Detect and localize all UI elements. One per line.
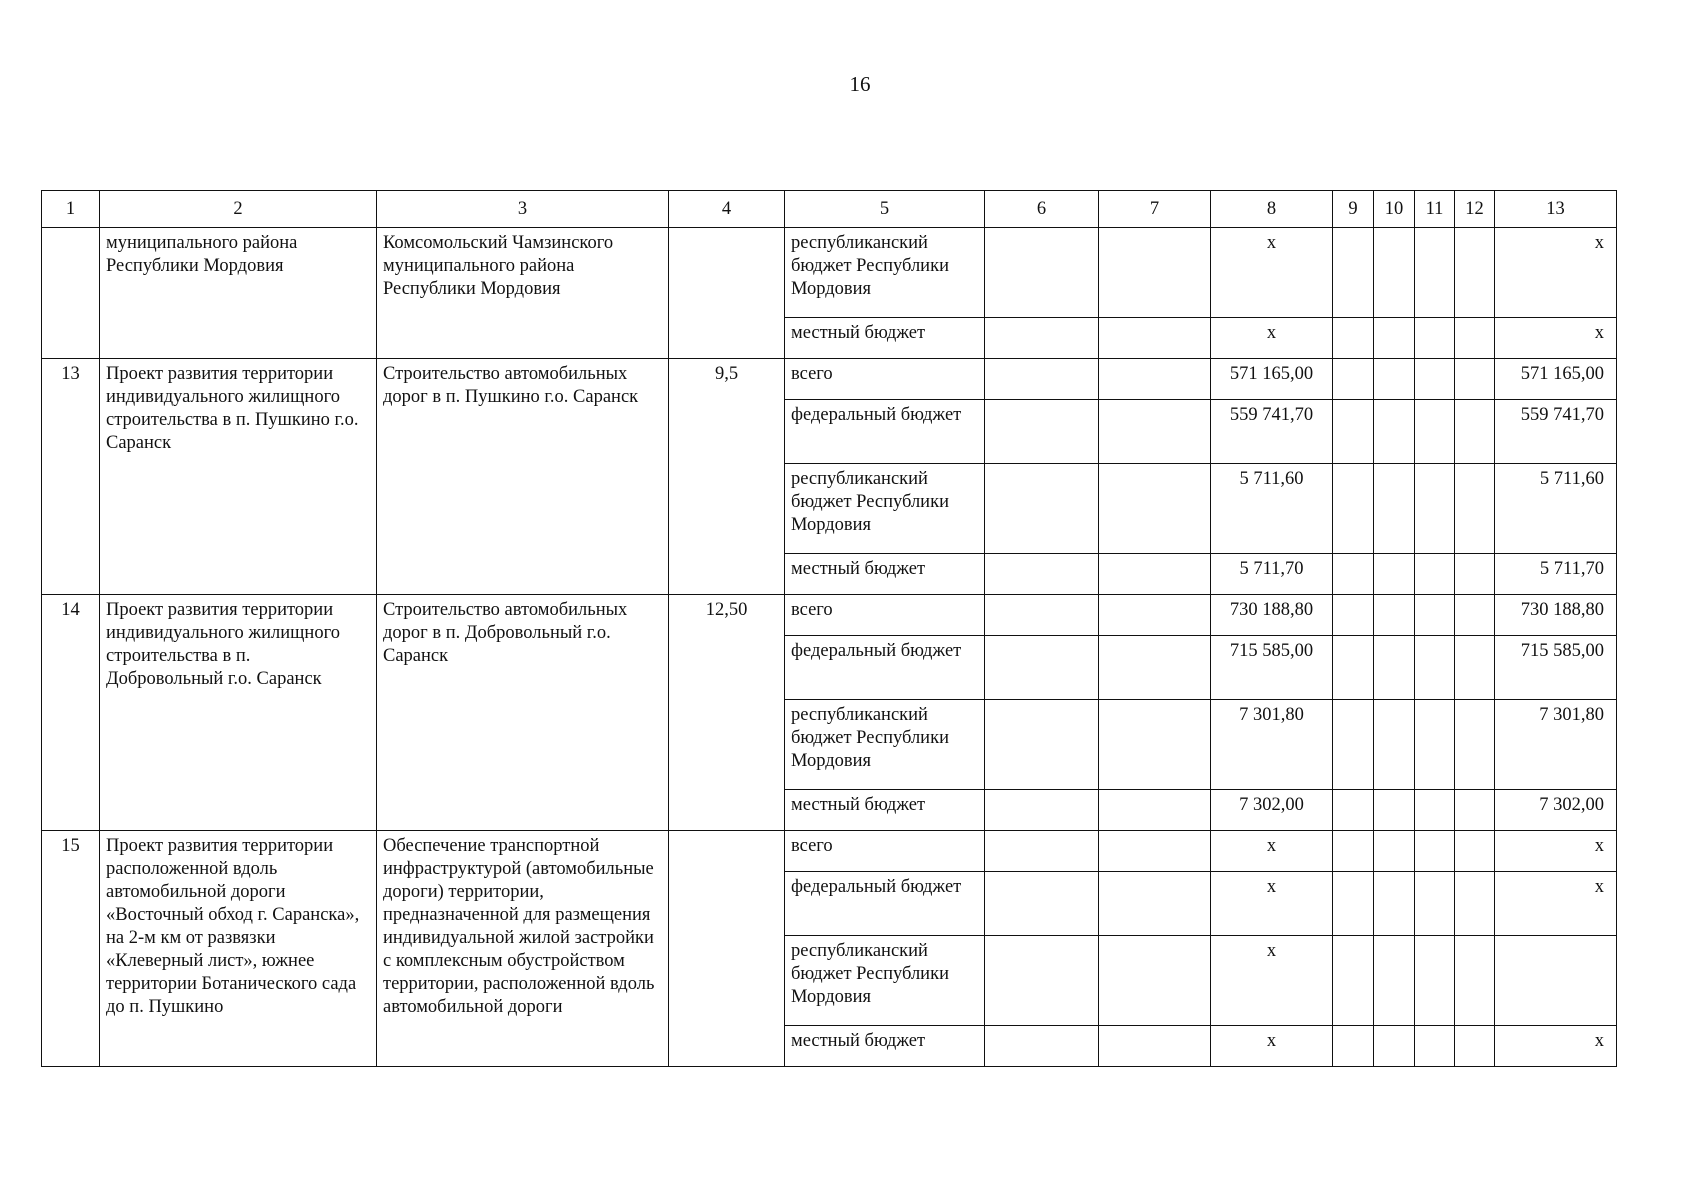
col13-amount-cell: x (1495, 831, 1617, 872)
col10-cell (1374, 700, 1415, 790)
col12-cell (1455, 595, 1495, 636)
col9-cell (1333, 318, 1374, 359)
length-cell (669, 228, 785, 359)
col7-cell (1099, 790, 1211, 831)
col6-cell (985, 400, 1099, 464)
col7-cell (1099, 359, 1211, 400)
col10-cell (1374, 359, 1415, 400)
project-name-cell: Проект развития территории расположенной вдоль автомобильной дороги «Восточный обход г. Саранска», на 2-м км от развязки «Клеверный лист», южнее территории Ботанического сада до п. Пушкино (100, 831, 377, 1067)
col6-cell (985, 228, 1099, 318)
header-row (42, 191, 1617, 228)
column-header: 12 (1455, 191, 1495, 228)
col13-amount-cell: 7 302,00 (1495, 790, 1617, 831)
col9-cell (1333, 700, 1374, 790)
funding-source-cell: всего (785, 595, 985, 636)
funding-source-cell: всего (785, 359, 985, 400)
col7-cell (1099, 936, 1211, 1026)
col6-cell (985, 359, 1099, 400)
col12-cell (1455, 872, 1495, 936)
col8-amount-cell: 571 165,00 (1211, 359, 1333, 400)
col11-cell (1415, 595, 1455, 636)
project-name-cell: Проект развития территории индивидуального жилищного строительства в п. Добровольный г.о. Саранск (100, 595, 377, 831)
col9-cell (1333, 228, 1374, 318)
col8-amount-cell: 5 711,70 (1211, 554, 1333, 595)
col7-cell (1099, 595, 1211, 636)
col13-amount-cell: x (1495, 228, 1617, 318)
col10-cell (1374, 400, 1415, 464)
measure-cell: Строительство автомобильных дорог в п. Добровольный г.о. Саранск (377, 595, 669, 831)
funding-source-cell: всего (785, 831, 985, 872)
col9-cell (1333, 872, 1374, 936)
col7-cell (1099, 831, 1211, 872)
col13-amount-cell: 730 188,80 (1495, 595, 1617, 636)
col13-amount-cell: x (1495, 318, 1617, 359)
col12-cell (1455, 936, 1495, 1026)
page-number: 16 (849, 72, 871, 96)
col6-cell (985, 318, 1099, 359)
length-cell: 9,5 (669, 359, 785, 595)
col10-cell (1374, 554, 1415, 595)
col12-cell (1455, 636, 1495, 700)
col13-amount-cell: 7 301,80 (1495, 700, 1617, 790)
funding-source-cell: федеральный бюджет (785, 872, 985, 936)
col10-cell (1374, 595, 1415, 636)
col7-cell (1099, 400, 1211, 464)
project-name-cell: муниципального района Республики Мордовия (100, 228, 377, 359)
col8-amount-cell: x (1211, 1026, 1333, 1067)
measure-cell: Строительство автомобильных дорог в п. Пушкино г.о. Саранск (377, 359, 669, 595)
col13-amount-cell: 715 585,00 (1495, 636, 1617, 700)
table-row (42, 831, 1617, 872)
col12-cell (1455, 790, 1495, 831)
col12-cell (1455, 700, 1495, 790)
col13-amount-cell: 559 741,70 (1495, 400, 1617, 464)
col9-cell (1333, 464, 1374, 554)
col11-cell (1415, 700, 1455, 790)
col10-cell (1374, 1026, 1415, 1067)
col6-cell (985, 1026, 1099, 1067)
col7-cell (1099, 872, 1211, 936)
col8-amount-cell: x (1211, 872, 1333, 936)
col10-cell (1374, 318, 1415, 359)
row-number-cell: 14 (42, 595, 100, 831)
col8-amount-cell: 559 741,70 (1211, 400, 1333, 464)
column-header: 6 (985, 191, 1099, 228)
col12-cell (1455, 464, 1495, 554)
col11-cell (1415, 636, 1455, 700)
funding-source-cell: местный бюджет (785, 554, 985, 595)
col10-cell (1374, 831, 1415, 872)
col7-cell (1099, 700, 1211, 790)
col8-amount-cell: x (1211, 228, 1333, 318)
funding-source-cell: федеральный бюджет (785, 400, 985, 464)
col13-amount-cell (1495, 936, 1617, 1026)
col10-cell (1374, 872, 1415, 936)
column-header: 13 (1495, 191, 1617, 228)
column-header: 1 (42, 191, 100, 228)
column-header: 2 (100, 191, 377, 228)
col8-amount-cell: 715 585,00 (1211, 636, 1333, 700)
col8-amount-cell: 7 302,00 (1211, 790, 1333, 831)
col7-cell (1099, 464, 1211, 554)
col11-cell (1415, 790, 1455, 831)
col11-cell (1415, 936, 1455, 1026)
col11-cell (1415, 464, 1455, 554)
col11-cell (1415, 400, 1455, 464)
col10-cell (1374, 228, 1415, 318)
col12-cell (1455, 1026, 1495, 1067)
col11-cell (1415, 359, 1455, 400)
column-header: 9 (1333, 191, 1374, 228)
col8-amount-cell: x (1211, 831, 1333, 872)
col6-cell (985, 464, 1099, 554)
funding-source-cell: республиканский бюджет Республики Мордовия (785, 464, 985, 554)
col11-cell (1415, 872, 1455, 936)
col8-amount-cell: 730 188,80 (1211, 595, 1333, 636)
col7-cell (1099, 1026, 1211, 1067)
col10-cell (1374, 936, 1415, 1026)
col10-cell (1374, 790, 1415, 831)
col7-cell (1099, 318, 1211, 359)
col6-cell (985, 790, 1099, 831)
measure-cell: Комсомольский Чамзинского муниципального района Республики Мордовия (377, 228, 669, 359)
budget-table (41, 190, 1617, 1067)
col11-cell (1415, 1026, 1455, 1067)
row-number-cell: 15 (42, 831, 100, 1067)
funding-source-cell: федеральный бюджет (785, 636, 985, 700)
col6-cell (985, 554, 1099, 595)
col8-amount-cell: x (1211, 318, 1333, 359)
col13-amount-cell: x (1495, 872, 1617, 936)
length-cell: 12,50 (669, 595, 785, 831)
funding-source-cell: республиканский бюджет Республики Мордовия (785, 936, 985, 1026)
col9-cell (1333, 595, 1374, 636)
col13-amount-cell: 5 711,60 (1495, 464, 1617, 554)
col6-cell (985, 831, 1099, 872)
col11-cell (1415, 228, 1455, 318)
table-row (42, 228, 1617, 318)
col9-cell (1333, 1026, 1374, 1067)
col6-cell (985, 595, 1099, 636)
col13-amount-cell: 571 165,00 (1495, 359, 1617, 400)
col6-cell (985, 700, 1099, 790)
row-number-cell (42, 228, 100, 359)
column-header: 5 (785, 191, 985, 228)
col11-cell (1415, 318, 1455, 359)
col6-cell (985, 872, 1099, 936)
funding-source-cell: местный бюджет (785, 1026, 985, 1067)
col9-cell (1333, 831, 1374, 872)
project-name-cell: Проект развития территории индивидуального жилищного строительства в п. Пушкино г.о. Саранск (100, 359, 377, 595)
column-header: 3 (377, 191, 669, 228)
col12-cell (1455, 400, 1495, 464)
col9-cell (1333, 936, 1374, 1026)
col7-cell (1099, 554, 1211, 595)
col10-cell (1374, 636, 1415, 700)
funding-source-cell: республиканский бюджет Республики Мордовия (785, 700, 985, 790)
col11-cell (1415, 831, 1455, 872)
col9-cell (1333, 636, 1374, 700)
column-header: 4 (669, 191, 785, 228)
col11-cell (1415, 554, 1455, 595)
column-header: 11 (1415, 191, 1455, 228)
col6-cell (985, 636, 1099, 700)
col9-cell (1333, 359, 1374, 400)
table-row (42, 595, 1617, 636)
col8-amount-cell: 5 711,60 (1211, 464, 1333, 554)
col8-amount-cell: x (1211, 936, 1333, 1026)
funding-source-cell: местный бюджет (785, 790, 985, 831)
col6-cell (985, 936, 1099, 1026)
col8-amount-cell: 7 301,80 (1211, 700, 1333, 790)
table-row (42, 359, 1617, 400)
col12-cell (1455, 228, 1495, 318)
length-cell (669, 831, 785, 1067)
col12-cell (1455, 359, 1495, 400)
column-header: 7 (1099, 191, 1211, 228)
col7-cell (1099, 228, 1211, 318)
column-header: 10 (1374, 191, 1415, 228)
row-number-cell: 13 (42, 359, 100, 595)
col7-cell (1099, 636, 1211, 700)
col12-cell (1455, 318, 1495, 359)
col12-cell (1455, 831, 1495, 872)
col12-cell (1455, 554, 1495, 595)
col13-amount-cell: 5 711,70 (1495, 554, 1617, 595)
col10-cell (1374, 464, 1415, 554)
measure-cell: Обеспечение транспортной инфраструктурой (автомобильные дороги) территории, предназначенной для размещения индивидуальной жилой застройки с комплексным обустройством территории, расположенной вдоль автомобильной дороги (377, 831, 669, 1067)
col9-cell (1333, 790, 1374, 831)
col9-cell (1333, 400, 1374, 464)
col9-cell (1333, 554, 1374, 595)
funding-source-cell: республиканский бюджет Республики Мордовия (785, 228, 985, 318)
funding-source-cell: местный бюджет (785, 318, 985, 359)
col13-amount-cell: x (1495, 1026, 1617, 1067)
column-header: 8 (1211, 191, 1333, 228)
